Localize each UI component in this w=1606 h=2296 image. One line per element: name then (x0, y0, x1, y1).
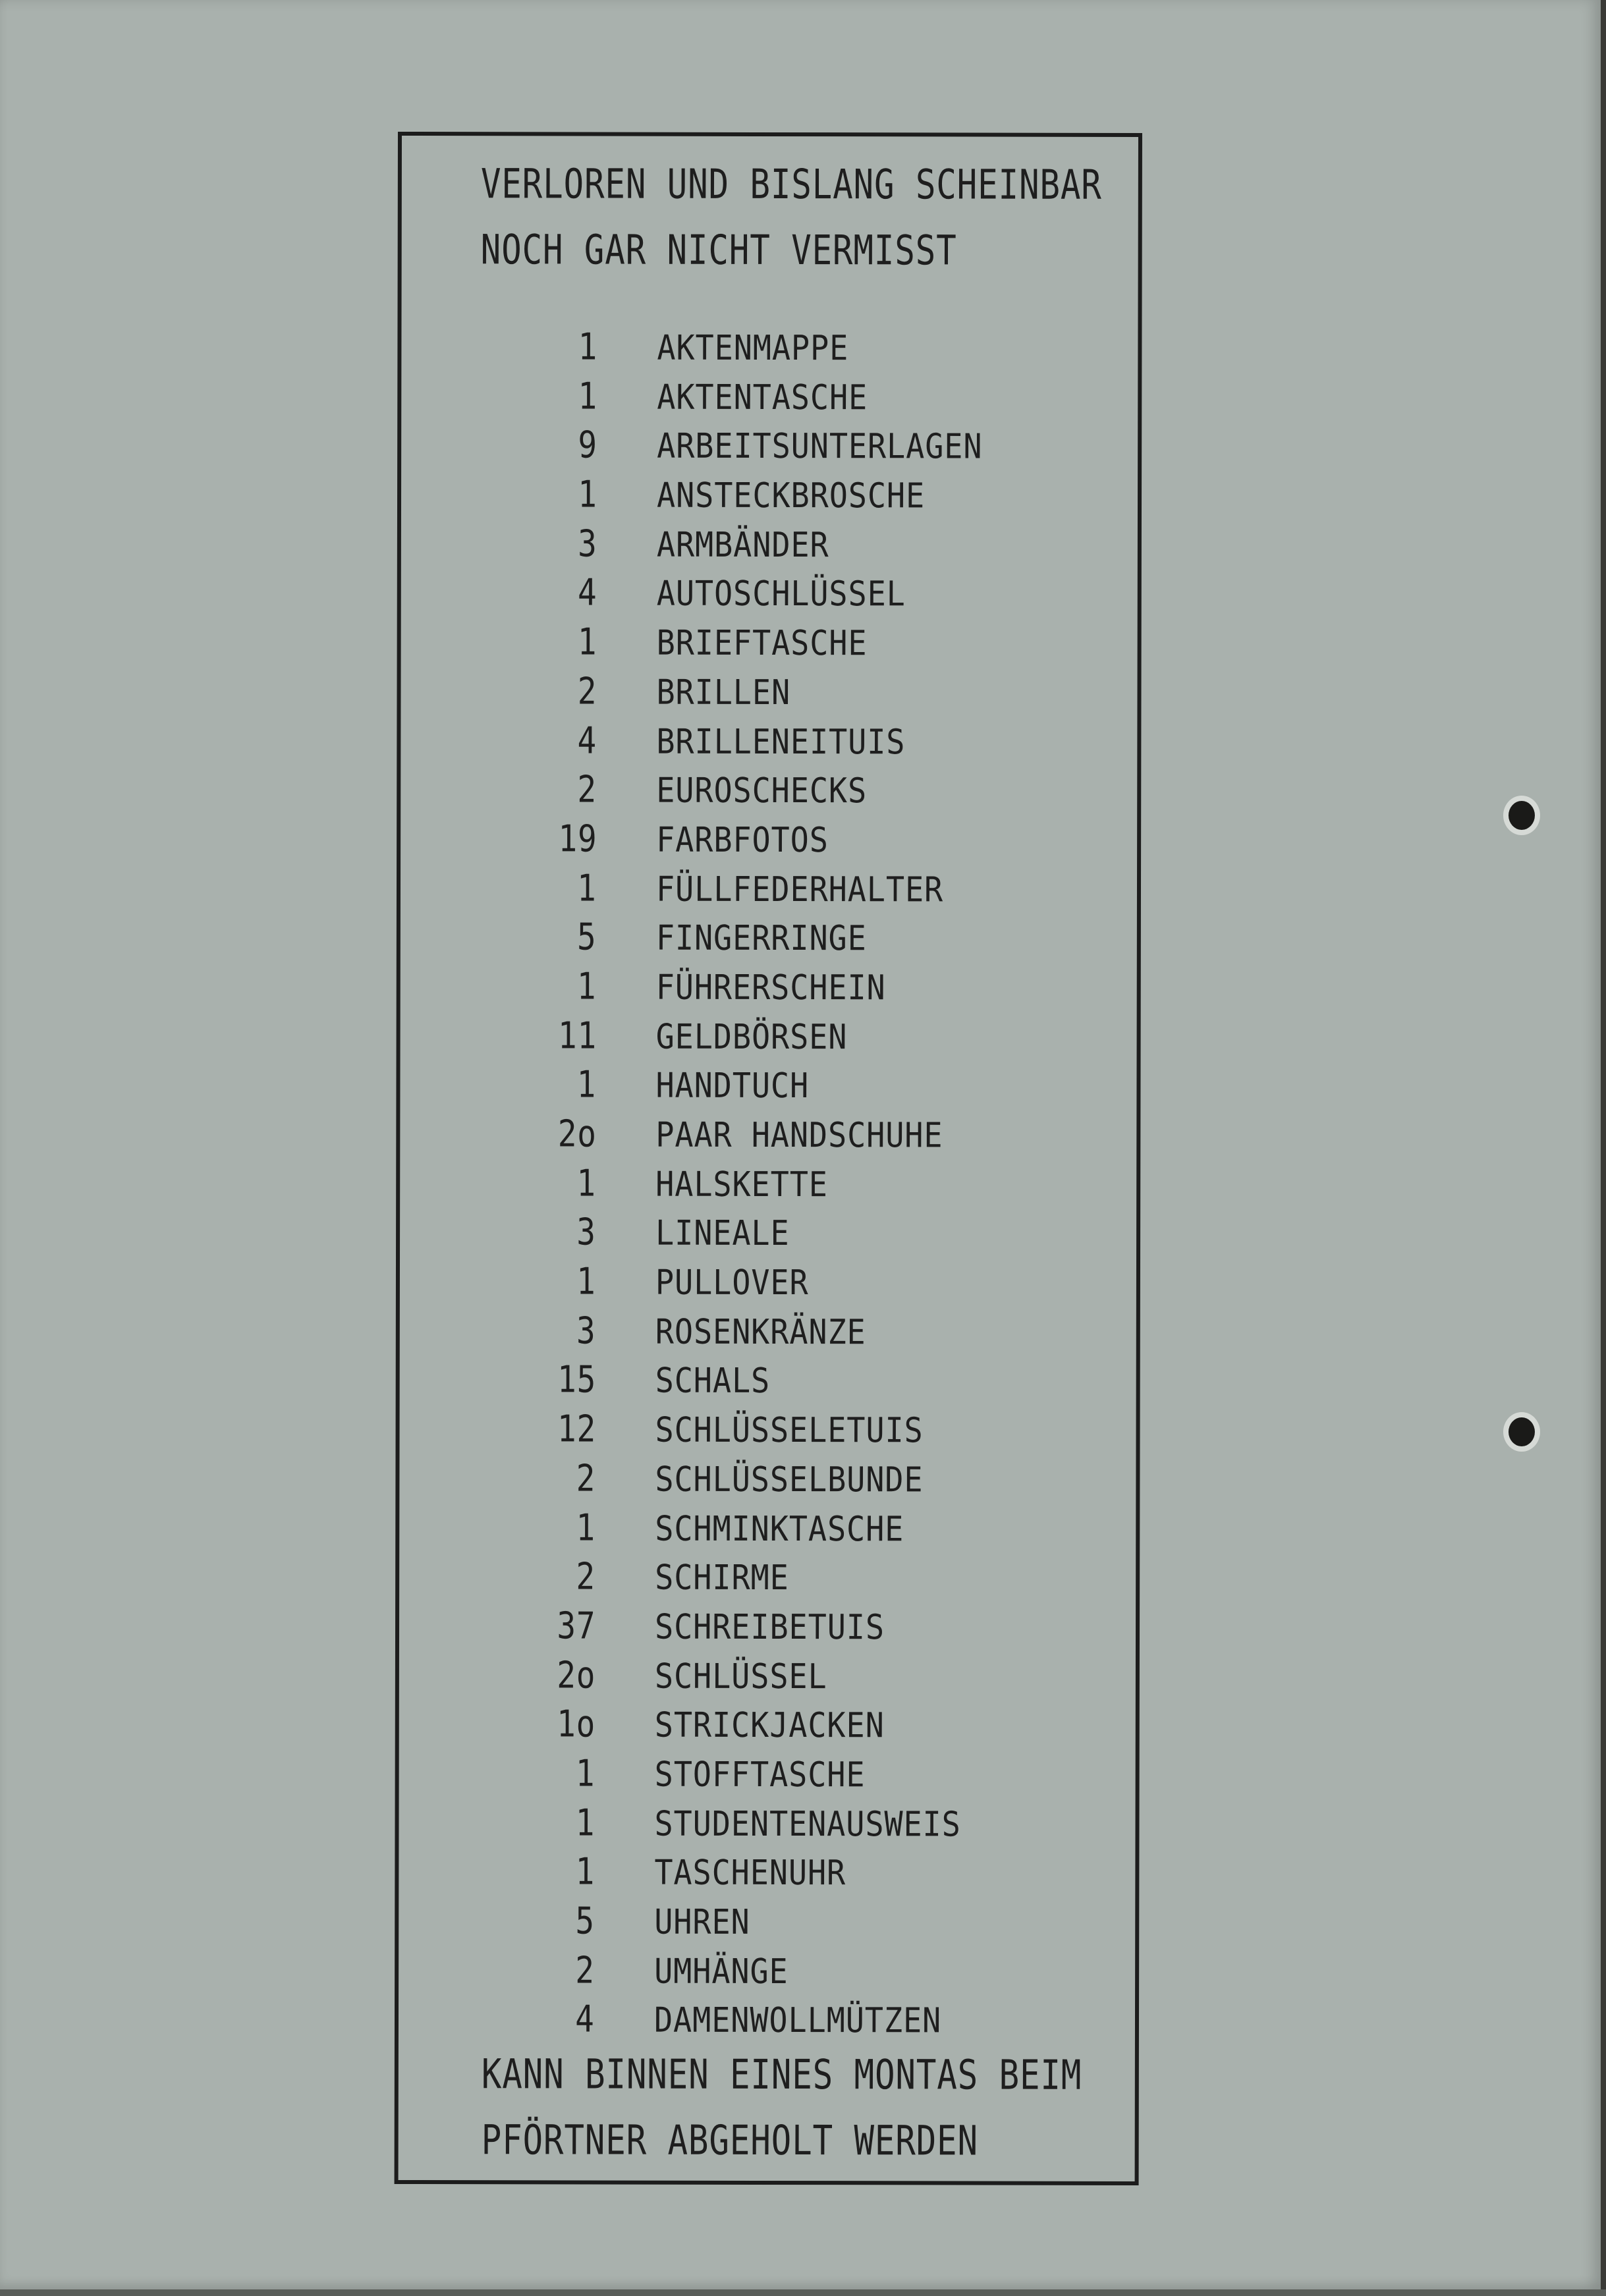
item-quantity: 1 (577, 965, 597, 1008)
item-quantity: 1 (575, 1801, 595, 1845)
item-quantity: 37 (556, 1604, 596, 1648)
item-name: SCHIRME (655, 1558, 789, 1599)
item-quantity: 1 (576, 1752, 595, 1795)
list-item (399, 1454, 1136, 1505)
notice-heading-line-2: NOCH GAR NICHT VERMISST (480, 225, 957, 275)
item-quantity: 1 (576, 1063, 597, 1107)
list-item (400, 1208, 1136, 1259)
list-item (400, 1257, 1136, 1308)
list-item (399, 1946, 1135, 1997)
item-quantity: 2o (556, 1653, 595, 1697)
list-item (401, 717, 1137, 767)
item-name: STRICKJACKEN (654, 1705, 885, 1746)
list-item (401, 765, 1137, 816)
item-quantity: 2 (576, 1457, 596, 1500)
item-quantity: 5 (575, 1900, 595, 1943)
item-name: LINEALE (655, 1214, 790, 1254)
list-item (400, 1307, 1136, 1357)
item-name: GELDBÖRSEN (655, 1017, 848, 1057)
item-quantity: 1 (575, 1850, 595, 1894)
item-name: PULLOVER (655, 1263, 809, 1303)
list-item (401, 372, 1138, 423)
list-item (401, 815, 1137, 865)
item-name: HANDTUCH (655, 1066, 810, 1107)
item-quantity: 9 (578, 424, 598, 467)
item-quantity: 2o (557, 1112, 597, 1156)
item-name: HALSKETTE (655, 1164, 828, 1205)
list-item (399, 1651, 1136, 1702)
item-quantity: 1o (556, 1703, 595, 1746)
notice-heading-line-1: VERLOREN UND BISLANG SCHEINBAR (480, 159, 1102, 209)
item-quantity: 12 (557, 1408, 596, 1451)
item-quantity: 3 (576, 1309, 596, 1353)
item-quantity: 3 (576, 1211, 597, 1254)
item-name: BRIEFTASCHE (656, 623, 868, 664)
item-name: ROSENKRÄNZE (655, 1312, 866, 1352)
item-name: ARBEITSUNTERLAGEN (657, 427, 983, 467)
item-quantity: 2 (577, 670, 597, 713)
item-name: SCHREIBETUIS (654, 1607, 885, 1648)
list-item (401, 667, 1137, 718)
item-quantity: 2 (576, 1555, 596, 1599)
list-item (401, 1012, 1137, 1062)
list-item (399, 1897, 1135, 1948)
item-quantity: 1 (576, 1506, 596, 1550)
item-name: FARBFOTOS (656, 820, 829, 861)
item-quantity: 1 (578, 473, 598, 516)
item-name: EUROSCHECKS (656, 771, 868, 811)
list-item (399, 1749, 1136, 1800)
item-name: AUTOSCHLÜSSEL (656, 574, 906, 615)
item-name: BRILLENEITUIS (656, 722, 906, 762)
item-quantity: 1 (576, 1162, 597, 1205)
item-quantity: 1 (576, 1260, 597, 1303)
item-name: PAAR HANDSCHUHE (655, 1115, 943, 1156)
list-item (401, 913, 1137, 964)
item-name: SCHALS (655, 1361, 771, 1402)
item-quantity: 11 (557, 1014, 597, 1058)
punch-hole-top (1503, 796, 1540, 835)
item-quantity: 19 (558, 817, 597, 861)
item-name: FÜLLFEDERHALTER (655, 869, 944, 910)
notice-footer-line-1: KANN BINNEN EINES MONTAS BEIM (481, 2050, 1082, 2099)
list-item (400, 1110, 1136, 1161)
item-quantity: 1 (578, 325, 598, 369)
list-item (401, 618, 1138, 669)
item-name: FÜHRERSCHEIN (655, 968, 886, 1008)
list-item (399, 1799, 1135, 1849)
list-item (401, 520, 1138, 570)
item-name: STUDENTENAUSWEIS (654, 1804, 961, 1845)
list-item (401, 962, 1137, 1013)
list-item (400, 1159, 1136, 1210)
item-name: BRILLEN (656, 672, 791, 713)
item-name: UHREN (654, 1902, 750, 1942)
item-quantity: 5 (577, 916, 597, 959)
item-name: AKTENMAPPE (657, 328, 849, 369)
item-name: SCHLÜSSELBUNDE (655, 1460, 924, 1500)
list-item (399, 1504, 1136, 1554)
list-item (400, 1060, 1136, 1111)
list-item (401, 470, 1138, 521)
list-item (401, 421, 1138, 472)
list-item (399, 1405, 1136, 1456)
item-quantity: 3 (578, 522, 597, 566)
item-name: DAMENWOLLMÜTZEN (653, 2001, 942, 2041)
item-name: ARMBÄNDER (656, 525, 829, 565)
list-item (399, 1552, 1136, 1603)
item-quantity: 4 (577, 719, 597, 763)
list-item (401, 568, 1138, 619)
item-quantity: 15 (557, 1358, 596, 1402)
list-item (399, 1602, 1136, 1653)
lost-items-list (399, 323, 1138, 2046)
item-name: SCHLÜSSELETUIS (655, 1410, 924, 1451)
list-item (401, 323, 1138, 373)
item-name: SCHLÜSSEL (654, 1656, 827, 1697)
punch-hole-bottom (1503, 1412, 1540, 1452)
list-item (399, 1995, 1135, 2046)
item-name: FINGERRINGE (655, 918, 867, 959)
item-quantity: 1 (577, 867, 597, 910)
item-name: UMHÄNGE (654, 1952, 789, 1992)
item-quantity: 1 (578, 620, 597, 664)
item-name: TASCHENUHR (654, 1853, 846, 1894)
lost-items-notice-box (395, 132, 1142, 2185)
page-bottom-edge (0, 2289, 1606, 2296)
list-item (399, 1700, 1136, 1751)
item-quantity: 2 (575, 1949, 595, 1992)
item-name: SCHMINKTASCHE (655, 1509, 904, 1549)
item-quantity: 2 (577, 768, 597, 811)
item-name: AKTENTASCHE (657, 377, 868, 418)
list-item (401, 864, 1137, 915)
list-item (399, 1847, 1135, 1898)
item-quantity: 4 (575, 1998, 595, 2041)
list-item (400, 1355, 1136, 1406)
item-quantity: 4 (578, 571, 597, 615)
notice-footer-line-2: PFÖRTNER ABGEHOLT WERDEN (481, 2116, 979, 2165)
item-name: STOFFTASCHE (654, 1755, 866, 1795)
item-quantity: 1 (578, 375, 598, 418)
item-name: ANSTECKBROSCHE (656, 476, 926, 516)
